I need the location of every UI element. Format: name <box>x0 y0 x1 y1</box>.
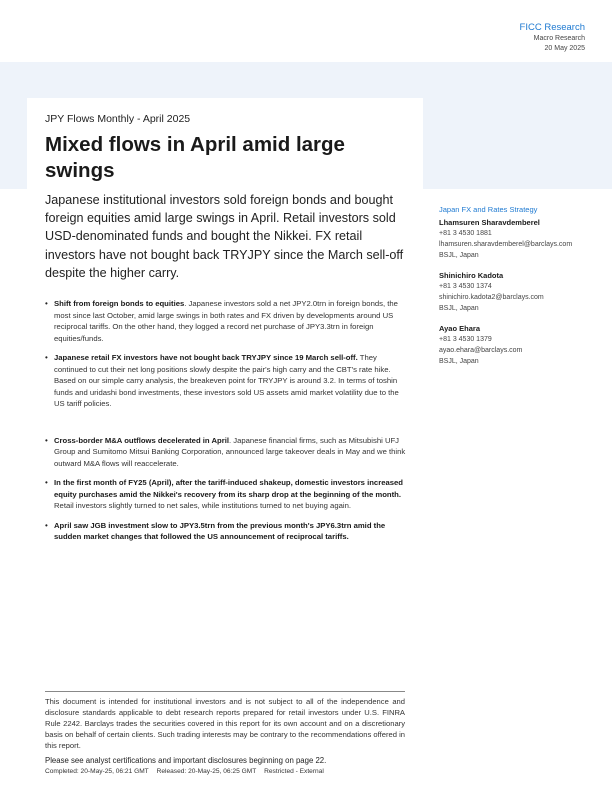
page-title: Mixed flows in April amid large swings <box>45 133 345 182</box>
key-point-text: . Japanese financial firms, such as Mitsubishi UFJ Group and Sumitomo Mitsui Banking Corporation, announced large takeover deals in May and we think outward M&A flows will reaccelerate. <box>54 435 406 468</box>
certifications-note: Please see analyst certifications and important disclosures beginning on page 22. <box>45 756 327 765</box>
masthead <box>520 22 585 54</box>
analyst-sidebar <box>439 204 589 376</box>
analyst-phone: +81 3 4530 1881 <box>439 230 492 237</box>
key-point-text: They continued to cut their net long positions slowly despite the pair's high carry and the CBT's rate hike. Based on our simple carry analysis, the breakeven point for TRYJPY is around 3.2. In terms of toshin funds and uridashi bond investments, these investors sold US assets amid market volatility due to the US tariff policies. <box>54 353 399 408</box>
key-point-lead: Shift from foreign bonds to equities <box>54 299 185 308</box>
key-point-lead: In the first month of FY25 (April), after the tariff-induced shakeup, domestic investors increased equity purchases amid the Nikkei's recovery from its sharp drop at the beginning of the month. <box>54 478 403 499</box>
analyst-card <box>439 323 589 367</box>
completed-time: Completed: 20-May-25, 06:21 GMT <box>45 768 149 775</box>
report-series: JPY Flows Monthly - April 2025 <box>45 113 191 125</box>
key-point-text: . Japanese investors sold a net JPY2.0trn in foreign bonds, the most since last October, amid large swings in both rates and FX driven by developments around US reciprocal tariffs. On the other hand, they logged a record net purchase of JPY3.3trn in foreign equities/funds. <box>54 299 398 343</box>
release-info <box>45 767 405 777</box>
released-time: Released: 20-May-25, 06:25 GMT <box>156 768 257 775</box>
team-name: Japan FX and Rates Strategy <box>439 205 538 214</box>
masthead-brand: FICC Research <box>519 22 585 33</box>
classification-label: Restricted - External <box>264 768 324 775</box>
summary-paragraph: Japanese institutional investors sold foreign bonds and bought foreign equities amid large swings in April. Retail investors sold USD-denominated funds and bought the Nikkei. FX retail investors have not bought back TRYJPY since the March sell-off despite the higher carry. <box>45 193 404 280</box>
key-point-lead: April saw JGB investment slow to JPY3.5trn from the previous month's JPY6.3trn amid the sudden market changes that followed the US announcement of reciprocal tariffs. <box>54 520 386 541</box>
analyst-name: Shinichiro Kadota <box>439 271 504 280</box>
analyst-email[interactable]: shinichiro.kadota2@barclays.com <box>439 294 544 301</box>
key-point <box>45 435 410 470</box>
analyst-card <box>439 270 589 314</box>
analyst-name: Ayao Ehara <box>439 324 480 333</box>
disclaimer: This document is intended for institutional investors and is not subject to all of the independence and disclosure standards applicable to debt research reports prepared for retail investors under U.S. FINRA Rule 2242. Barclays trades the securities covered in this report for its own account and on a discretionary basis on behalf of certain clients. Such trading interests may be contrary to the recommendations offered in this report. <box>45 697 405 750</box>
footer-divider <box>45 691 405 692</box>
key-point <box>45 520 410 543</box>
title-block <box>27 98 423 190</box>
publication-date: 20 May 2025 <box>544 45 585 52</box>
key-point-lead: Japanese retail FX investors have not bought back TRYJPY since 19 March sell-off. <box>54 353 358 362</box>
analyst-phone: +81 3 4530 1379 <box>439 336 492 343</box>
analyst-entity: BSJL, Japan <box>439 358 479 365</box>
masthead-sub: Macro Research <box>533 35 585 42</box>
analyst-card <box>439 217 589 261</box>
key-point-text: Retail investors slightly turned to net sales, while institutions turned to net buying again. <box>54 501 351 510</box>
analyst-entity: BSJL, Japan <box>439 305 479 312</box>
analyst-entity: BSJL, Japan <box>439 252 479 259</box>
key-points-list <box>45 298 410 543</box>
analyst-email[interactable]: ayao.ehara@barclays.com <box>439 347 523 354</box>
key-point <box>45 352 410 410</box>
analyst-name: Lhamsuren Sharavdemberel <box>439 218 540 227</box>
key-point <box>45 477 410 512</box>
key-point <box>45 298 410 344</box>
analyst-phone: +81 3 4530 1374 <box>439 283 492 290</box>
key-point-lead: Cross-border M&A outflows decelerated in April <box>54 435 229 445</box>
analyst-email[interactable]: lhamsuren.sharavdemberel@barclays.com <box>439 241 573 248</box>
